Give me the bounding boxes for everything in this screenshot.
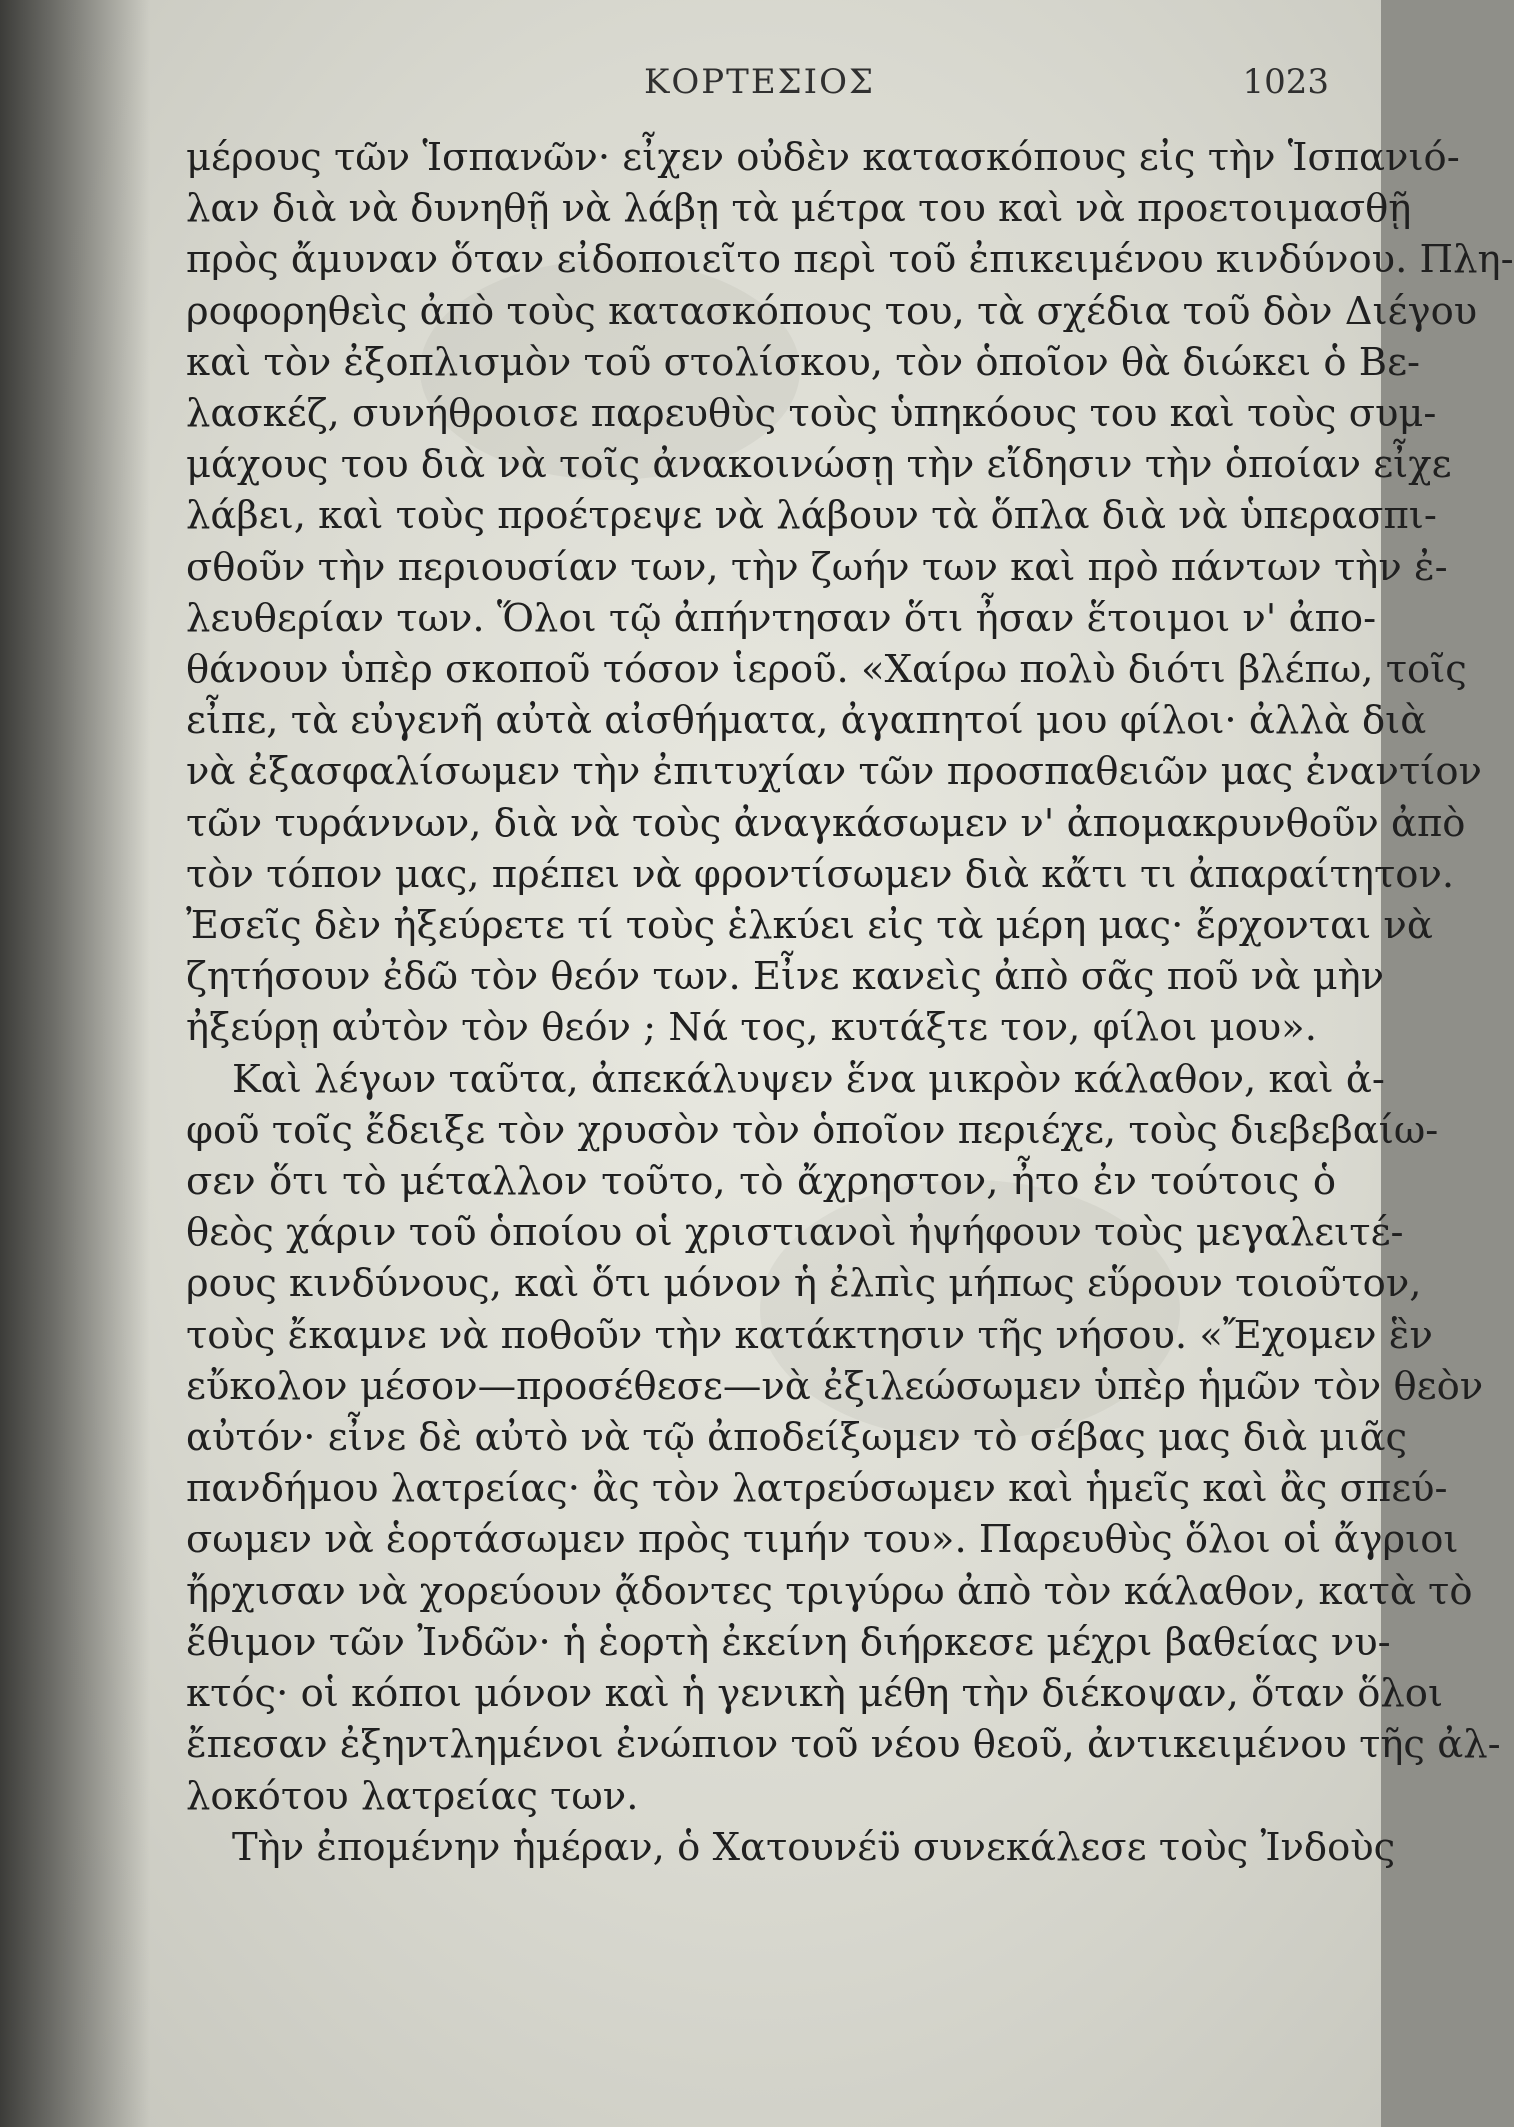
text-line: νὰ ἐξασφαλίσωμεν τὴν ἐπιτυχίαν τῶν προσπαθειῶν μας ἐναντίον xyxy=(186,749,1482,795)
text-line: Τὴν ἐπομένην ἡμέραν, ὁ Χατουνέϋ συνεκάλεσε τοὺς Ἰνδοὺς xyxy=(232,1824,1396,1870)
text-line: πρὸς ἄμυναν ὅταν εἰδοποιεῖτο περὶ τοῦ ἐπικειμένου κινδύνου. Πλη- xyxy=(186,237,1514,283)
text-line: λοκότου λατρείας των. xyxy=(186,1773,639,1819)
text-line: καὶ τὸν ἐξοπλισμὸν τοῦ στολίσκου, τὸν ὁποῖον θὰ διώκει ὁ Βε- xyxy=(186,339,1421,385)
text-line: σωμεν νὰ ἑορτάσωμεν πρὸς τιμήν του». Παρευθὺς ὅλοι οἱ ἄγριοι xyxy=(186,1517,1459,1563)
text-line: εἶπε, τὰ εὐγενῆ αὐτὰ αἰσθήματα, ἀγαπητοί μου φίλοι· ἀλλὰ διὰ xyxy=(186,698,1427,744)
text-line: αὐτόν· εἶνε δὲ αὐτὸ νὰ τῷ ἀποδείξωμεν τὸ σέβας μας διὰ μιᾶς xyxy=(186,1415,1408,1461)
text-line: τὸν τόπον μας, πρέπει νὰ φροντίσωμεν διὰ κἄτι τι ἀπαραίτητον. xyxy=(186,851,1455,897)
text-line: ἠξεύρῃ αὐτὸν τὸν θεόν ; Νά τος, κυτάξτε τον, φίλοι μου». xyxy=(186,1005,1317,1051)
text-line: τῶν τυράννων, διὰ νὰ τοὺς ἀναγκάσωμεν ν' ἀπομακρυνθοῦν ἀπὸ xyxy=(186,800,1466,846)
text-line: τοὺς ἔκαμνε νὰ ποθοῦν τὴν κατάκτησιν τῆς νήσου. «Ἔχομεν ἓν xyxy=(186,1312,1433,1358)
binding-shadow xyxy=(0,0,150,2127)
text-line: εὔκολον μέσον—προσέθεσε—νὰ ἐξιλεώσωμεν ὑπὲρ ἡμῶν τὸν θεὸν xyxy=(186,1363,1484,1409)
text-line: λασκέζ, συνήθροισε παρευθὺς τοὺς ὑπηκόους του καὶ τοὺς συμ- xyxy=(186,391,1437,437)
text-line: ρους κινδύνους, καὶ ὅτι μόνον ἡ ἐλπὶς μήπως εὕρουν τοιοῦτον, xyxy=(186,1261,1422,1307)
text-line: ζητήσουν ἐδῶ τὸν θεόν των. Εἶνε κανεὶς ἀπὸ σᾶς ποῦ νὰ μὴν xyxy=(186,954,1385,1000)
text-line: μέρους τῶν Ἱσπανῶν· εἶχεν οὐδὲν κατασκόπους εἰς τὴν Ἱσπανιό- xyxy=(186,135,1460,180)
text-line: λαν διὰ νὰ δυνηθῇ νὰ λάβῃ τὰ μέτρα του καὶ νὰ προετοιμασθῇ xyxy=(186,186,1412,232)
text-line: λευθερίαν των. Ὅλοι τῷ ἀπήντησαν ὅτι ἦσαν ἕτοιμοι ν' ἀπο- xyxy=(186,595,1377,641)
text-line: ἔθιμον τῶν Ἰνδῶν· ἡ ἑορτὴ ἐκείνη διήρκεσε μέχρι βαθείας νυ- xyxy=(186,1619,1391,1665)
text-line: κτός· οἱ κόποι μόνον καὶ ἡ γενικὴ μέθη τὴν διέκοψαν, ὅταν ὅλοι xyxy=(186,1671,1444,1717)
text-line: ἤρχισαν νὰ χορεύουν ᾄδοντες τριγύρω ἀπὸ τὸν κάλαθον, κατὰ τὸ xyxy=(186,1568,1473,1614)
text-line: θεὸς χάριν τοῦ ὁποίου οἱ χριστιανοὶ ἠψήφουν τοὺς μεγαλειτέ- xyxy=(186,1210,1404,1256)
text-line: λάβει, καὶ τοὺς προέτρεψε νὰ λάβουν τὰ ὅπλα διὰ νὰ ὑπερασπι- xyxy=(186,493,1437,539)
text-line: πανδήμου λατρείας· ἂς τὸν λατρεύσωμεν καὶ ἡμεῖς καὶ ἂς σπεύ- xyxy=(186,1466,1448,1512)
text-line: Καὶ λέγων ταῦτα, ἀπεκάλυψεν ἕνα μικρὸν κάλαθον, καὶ ἀ- xyxy=(232,1056,1385,1102)
page-number: 1023 xyxy=(1242,62,1329,102)
text-line: σεν ὅτι τὸ μέταλλον τοῦτο, τὸ ἄχρηστον, ἦτο ἐν τούτοις ὁ xyxy=(186,1159,1336,1205)
text-line: φοῦ τοῖς ἔδειξε τὸν χρυσὸν τὸν ὁποῖον περιέχε, τοὺς διεβεβαίω- xyxy=(186,1107,1439,1153)
page-header xyxy=(190,62,1329,118)
text-line: ἔπεσαν ἐξηντλημένοι ἐνώπιον τοῦ νέου θεοῦ, ἀντικειμένου τῆς ἀλ- xyxy=(186,1722,1501,1768)
body-text xyxy=(186,132,1514,1873)
text-line: ροφορηθεὶς ἀπὸ τοὺς κατασκόπους του, τὰ σχέδια τοῦ δὸν Διέγου xyxy=(186,288,1478,334)
text-line: μάχους του διὰ νὰ τοῖς ἀνακοινώσῃ τὴν εἴδησιν τὴν ὁποίαν εἶχε xyxy=(186,442,1452,488)
text-line: σθοῦν τὴν περιουσίαν των, τὴν ζωήν των καὶ πρὸ πάντων τὴν ἐ- xyxy=(186,544,1448,590)
text-line: θάνουν ὑπὲρ σκοποῦ τόσον ἱεροῦ. «Χαίρω πολὺ διότι βλέπω, τοῖς xyxy=(186,647,1467,693)
running-head: ΚΟΡΤΕΣΙΟΣ xyxy=(643,62,876,102)
text-line: Ἐσεῖς δὲν ἠξεύρετε τί τοὺς ἑλκύει εἰς τὰ μέρη μας· ἔρχονται νὰ xyxy=(186,903,1433,949)
